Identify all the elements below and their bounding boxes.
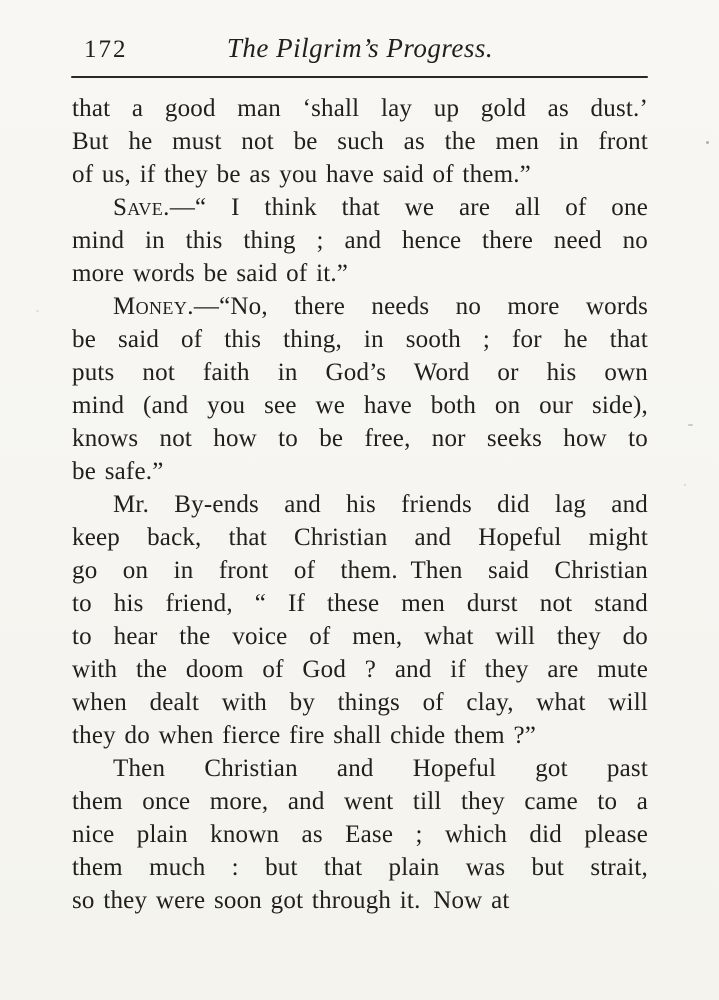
text-line: keep back, that Christian and Hopeful might: [72, 524, 648, 551]
text-line: [72, 191, 648, 224]
paragraph: [72, 488, 648, 752]
text-line: when dealt with by things of clay, what will: [72, 689, 648, 716]
page-header: [72, 33, 648, 69]
text-line: nice plain known as Ease ; which did please: [72, 821, 648, 848]
scan-speck: [706, 141, 709, 144]
text-line: Then Christian and Hopeful got past: [113, 755, 648, 782]
paragraph: [72, 92, 648, 191]
running-title: The Pilgrim’s Progress.: [226, 33, 494, 63]
page-number: 172: [84, 36, 128, 63]
speech-text: —“ I think that we are all of one: [169, 194, 648, 221]
text-line: to hear the voice of men, what will they do: [72, 623, 648, 650]
paragraph: [72, 752, 648, 917]
text-line: so they were soon got through it. Now at: [72, 887, 510, 914]
paragraph: [72, 191, 648, 290]
text-line: Mr. By-ends and his friends did lag and: [113, 491, 648, 518]
paragraph: [72, 290, 648, 488]
text-line: be said of this thing, in sooth ; for he that: [72, 326, 648, 353]
text-line: that a good man ‘shall lay up gold as dust.’: [72, 95, 648, 122]
text-line: be safe.”: [72, 458, 164, 485]
scan-speck: [36, 310, 39, 312]
text-line: more words be said of it.”: [72, 260, 349, 287]
text-line: of us, if they be as you have said of them.”: [72, 161, 531, 188]
text-line: they do when fierce fire shall chide them ?”: [72, 722, 537, 749]
text-line: mind (and you see we have both on our side),: [72, 392, 648, 419]
text-line: them once more, and went till they came to a: [72, 788, 648, 815]
speech-text: —“No, there needs no more words: [193, 293, 648, 320]
page-body: [72, 92, 648, 917]
text-line: to his friend, “ If these men durst not stand: [72, 590, 648, 617]
header-rule: [71, 76, 648, 78]
speaker-name: Money.: [113, 293, 194, 320]
text-line: [72, 290, 648, 323]
text-line: them much : but that plain was but strait,: [72, 854, 648, 881]
text-line: But he must not be such as the men in front: [72, 128, 648, 155]
scan-speck: [684, 484, 686, 486]
text-line: puts not faith in God’s Word or his own: [72, 359, 648, 386]
speaker-name: Save.: [113, 194, 170, 221]
text-line: mind in this thing ; and hence there need no: [72, 227, 648, 254]
scan-speck: [688, 424, 693, 426]
text-line: with the doom of God ? and if they are mute: [72, 656, 648, 683]
text-line: knows not how to be free, nor seeks how to: [72, 425, 648, 452]
text-line: go on in front of them. Then said Christian: [72, 557, 648, 584]
